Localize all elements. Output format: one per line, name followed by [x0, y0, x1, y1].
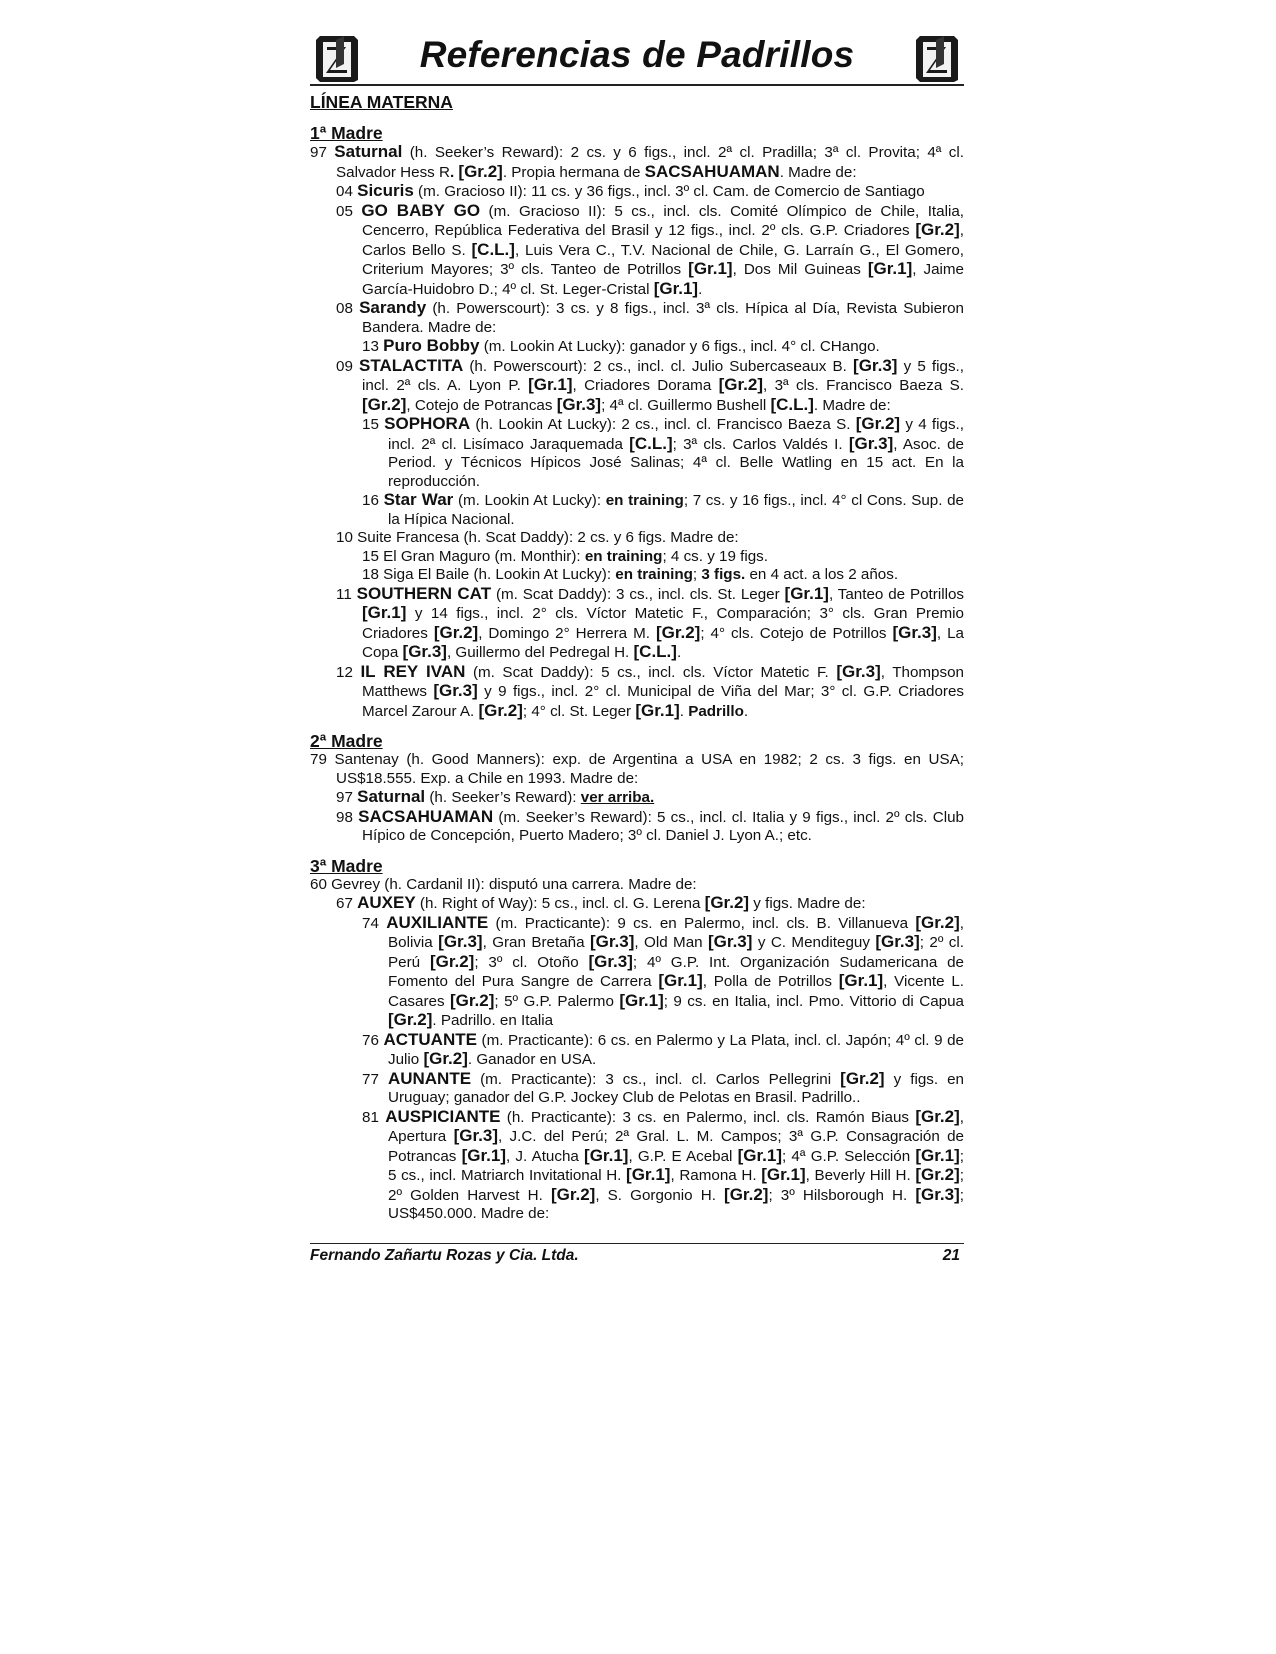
entry-star-war: 16 Star War (m. Lookin At Lucky): en training; 7 cs. y 16 figs., incl. 4° cl Cons. Sup. de la Hípica Nacional. — [362, 490, 964, 528]
entry-sicuris: 04 Sicuris (m. Gracioso II): 11 cs. y 36 figs., incl. 3º cl. Cam. de Comercio de Santiago — [336, 181, 925, 200]
page-number: 21 — [942, 1247, 960, 1264]
page-footer — [310, 1243, 964, 1265]
entry-sophora: 15 SOPHORA (h. Lookin At Lucky): 2 cs., incl. cl. Francisco Baeza S. [Gr.2] y 4 figs., incl. 2ª cl. Lisímaco Jaraquemada [C.L.]; 3ª cls. Carlos Valdés I. [Gr.3], Asoc. de Period. y Técnicos Hípicos José Salinas; 4ª cl. Belle Watling en 15 act. En la reproducción. — [362, 414, 964, 490]
entry-saturnal-ref: 97 Saturnal (h. Seeker’s Reward): ver arriba. — [336, 787, 655, 806]
entry-il-rey-ivan: 12 IL REY IVAN (m. Scat Daddy): 5 cs., incl. cls. Víctor Matetic F. [Gr.3], Thompson Matthews [Gr.3] y 9 figs., incl. 2° cl. Municipal de Viña del Mar; 3° cl. G.P. Criadores Marcel Zarour A. [Gr.2]; 4° cl. St. Leger [Gr.1]. Padrillo. — [336, 661, 964, 720]
madre-heading: 3ª Madre — [310, 855, 383, 876]
entry-sacsahuaman: 98 SACSAHUAMAN (m. Seeker’s Reward): 5 cs., incl. cl. Italia y 9 figs., incl. 2º cls. Club Hípico de Concepción, Puerto Madero; 3º cl. Daniel J. Lyon A.; etc. — [336, 806, 964, 844]
entry-siga-el-baile: 18 Siga El Baile (h. Lookin At Lucky): en training; 3 figs. en 4 act. a los 2 años. — [362, 566, 899, 583]
entry-puro-bobby: 13 Puro Bobby (m. Lookin At Lucky): ganador y 6 figs., incl. 4° cl. CHango. — [362, 336, 880, 355]
fz-logo-icon — [914, 34, 960, 84]
entry-go-baby-go: 05 GO BABY GO (m. Gracioso II): 5 cs., incl. cls. Comité Olímpico de Chile, Italia, Cencerro, República Federativa del Brasil y 12 figs., incl. 2º cls. G.P. Criadores [Gr.2], Carlos Bello S. [C.L.], Luis Vera C., T.V. Nacional de Chile, G. Larraín G., El Gomero, Criterium Mayores; 3º cls. Tanteo de Potrillos [Gr.1], Dos Mil Guineas [Gr.1], Jaime García-Huidobro D.; 4º cl. St. Leger-Cristal [Gr.1]. — [336, 200, 965, 298]
footer-company: Fernando Zañartu Rozas y Cia. Ltda. — [310, 1247, 579, 1264]
entry-sarandy: 08 Sarandy (h. Powerscourt): 3 cs. y 8 figs., incl. 3ª cls. Hípica al Día, Revista Subieron Bandera. Madre de: — [336, 298, 964, 336]
entry-stalactita: 09 STALACTITA (h. Powerscourt): 2 cs., incl. cl. Julio Subercaseaux B. [Gr.3] y 5 figs., incl. 2ª cls. A. Lyon P. [Gr.1], Criadores Dorama [Gr.2], 3ª cls. Francisco Baeza S. [Gr.2], Cotejo de Potrancas [Gr.3]; 4ª cl. Guillermo Bushell [C.L.]. Madre de: — [336, 355, 964, 414]
entry-saturnal: 97 Saturnal (h. Seeker’s Reward): 2 cs. y 6 figs., incl. 2ª cl. Pradilla; 3ª cl. Provita; 4ª cl. Salvador Hess R. [Gr.2]. Propia hermana de SACSAHUAMAN. Madre de: — [310, 142, 964, 181]
entry-actuante: 76 ACTUANTE (m. Practicante): 6 cs. en Palermo y La Plata, incl. cl. Japón; 4º cl. 9 de Julio [Gr.2]. Ganador en USA. — [362, 1029, 964, 1068]
entry-santenay: 79 Santenay (h. Good Manners): exp. de Argentina a USA en 1982; 2 cs. 3 figs. en USA; US$18.555. Exp. a Chile en 1993. Madre de: — [310, 751, 964, 787]
ver-arriba-link[interactable]: ver arriba. — [580, 789, 655, 806]
page-header — [310, 30, 964, 86]
entry-southern-cat: 11 SOUTHERN CAT (m. Scat Daddy): 3 cs., incl. cls. St. Leger [Gr.1], Tanteo de Potrillos [Gr.1] y 14 figs., incl. 2° cls. Víctor Matetic F., Comparación; 3° cls. Gran Premio Criadores [Gr.2], Domingo 2° Herrera M. [Gr.2]; 4° cls. Cotejo de Potrillos [Gr.3], La Copa [Gr.3], Guillermo del Pedregal H. [C.L.]. — [336, 583, 964, 661]
entry-auxey: 67 AUXEY (h. Right of Way): 5 cs., incl. cl. G. Lerena [Gr.2] y figs. Madre de: — [336, 893, 866, 912]
entry-el-gran-maguro: 15 El Gran Maguro (m. Monthir): en training; 4 cs. y 19 figs. — [362, 547, 768, 565]
entry-suite-francesa: 10 Suite Francesa (h. Scat Daddy): 2 cs. y 6 figs. Madre de: — [336, 529, 739, 546]
page-title: Referencias de Padrillos — [419, 34, 855, 75]
entry-gevrey: 60 Gevrey (h. Cardanil II): disputó una carrera. Madre de: — [310, 875, 697, 893]
document-page — [310, 30, 964, 1224]
madre-heading: 2ª Madre — [310, 731, 383, 751]
entry-auxiliante: 74 AUXILIANTE (m. Practicante): 9 cs. en Palermo, incl. cls. B. Villanueva [Gr.2], Bolivia [Gr.3], Gran Bretaña [Gr.3], Old Man [Gr.3] y C. Menditeguy [Gr.3]; 2º cl. Perú [Gr.2]; 3º cl. Otoño [Gr.3]; 4º G.P. Int. Organización Sudamericana de Fomento del Pura Sangre de Carrera [Gr.1], Polla de Potrillos [Gr.1], Vicente L. Casares [Gr.2]; 5º G.P. Palermo [Gr.1]; 9 cs. en Italia, incl. Pmo. Vittorio di Capua [Gr.2]. Padrillo. en Italia — [362, 912, 965, 1029]
entry-auspiciante: 81 AUSPICIANTE (h. Practicante): 3 cs. en Palermo, incl. cls. Ramón Biaus [Gr.2], Apertura [Gr.3], J.C. del Perú; 2ª Gral. L. M. Campos; 3ª G.P. Consagración de Potrancas [Gr.1], J. Atucha [Gr.1], G.P. E Acebal [Gr.1]; 4ª G.P. Selección [Gr.1]; 5 cs., incl. Matriarch Invitational H. [Gr.1], Ramona H. [Gr.1], Beverly Hill H. [Gr.2]; 2º Golden Harvest H. [Gr.2], S. Gorgonio H. [Gr.2]; 3º Hilsborough H. [Gr.3]; US$450.000. Madre de: — [362, 1106, 964, 1222]
section-title: LÍNEA MATERNA — [310, 92, 453, 112]
madre-heading: 1ª Madre — [310, 123, 383, 143]
entry-aunante: 77 AUNANTE (m. Practicante): 3 cs., incl. cl. Carlos Pellegrini [Gr.2] y figs. en Uruguay; ganador del G.P. Jockey Club de Pelotas en Brasil. Padrillo.. — [362, 1068, 964, 1106]
